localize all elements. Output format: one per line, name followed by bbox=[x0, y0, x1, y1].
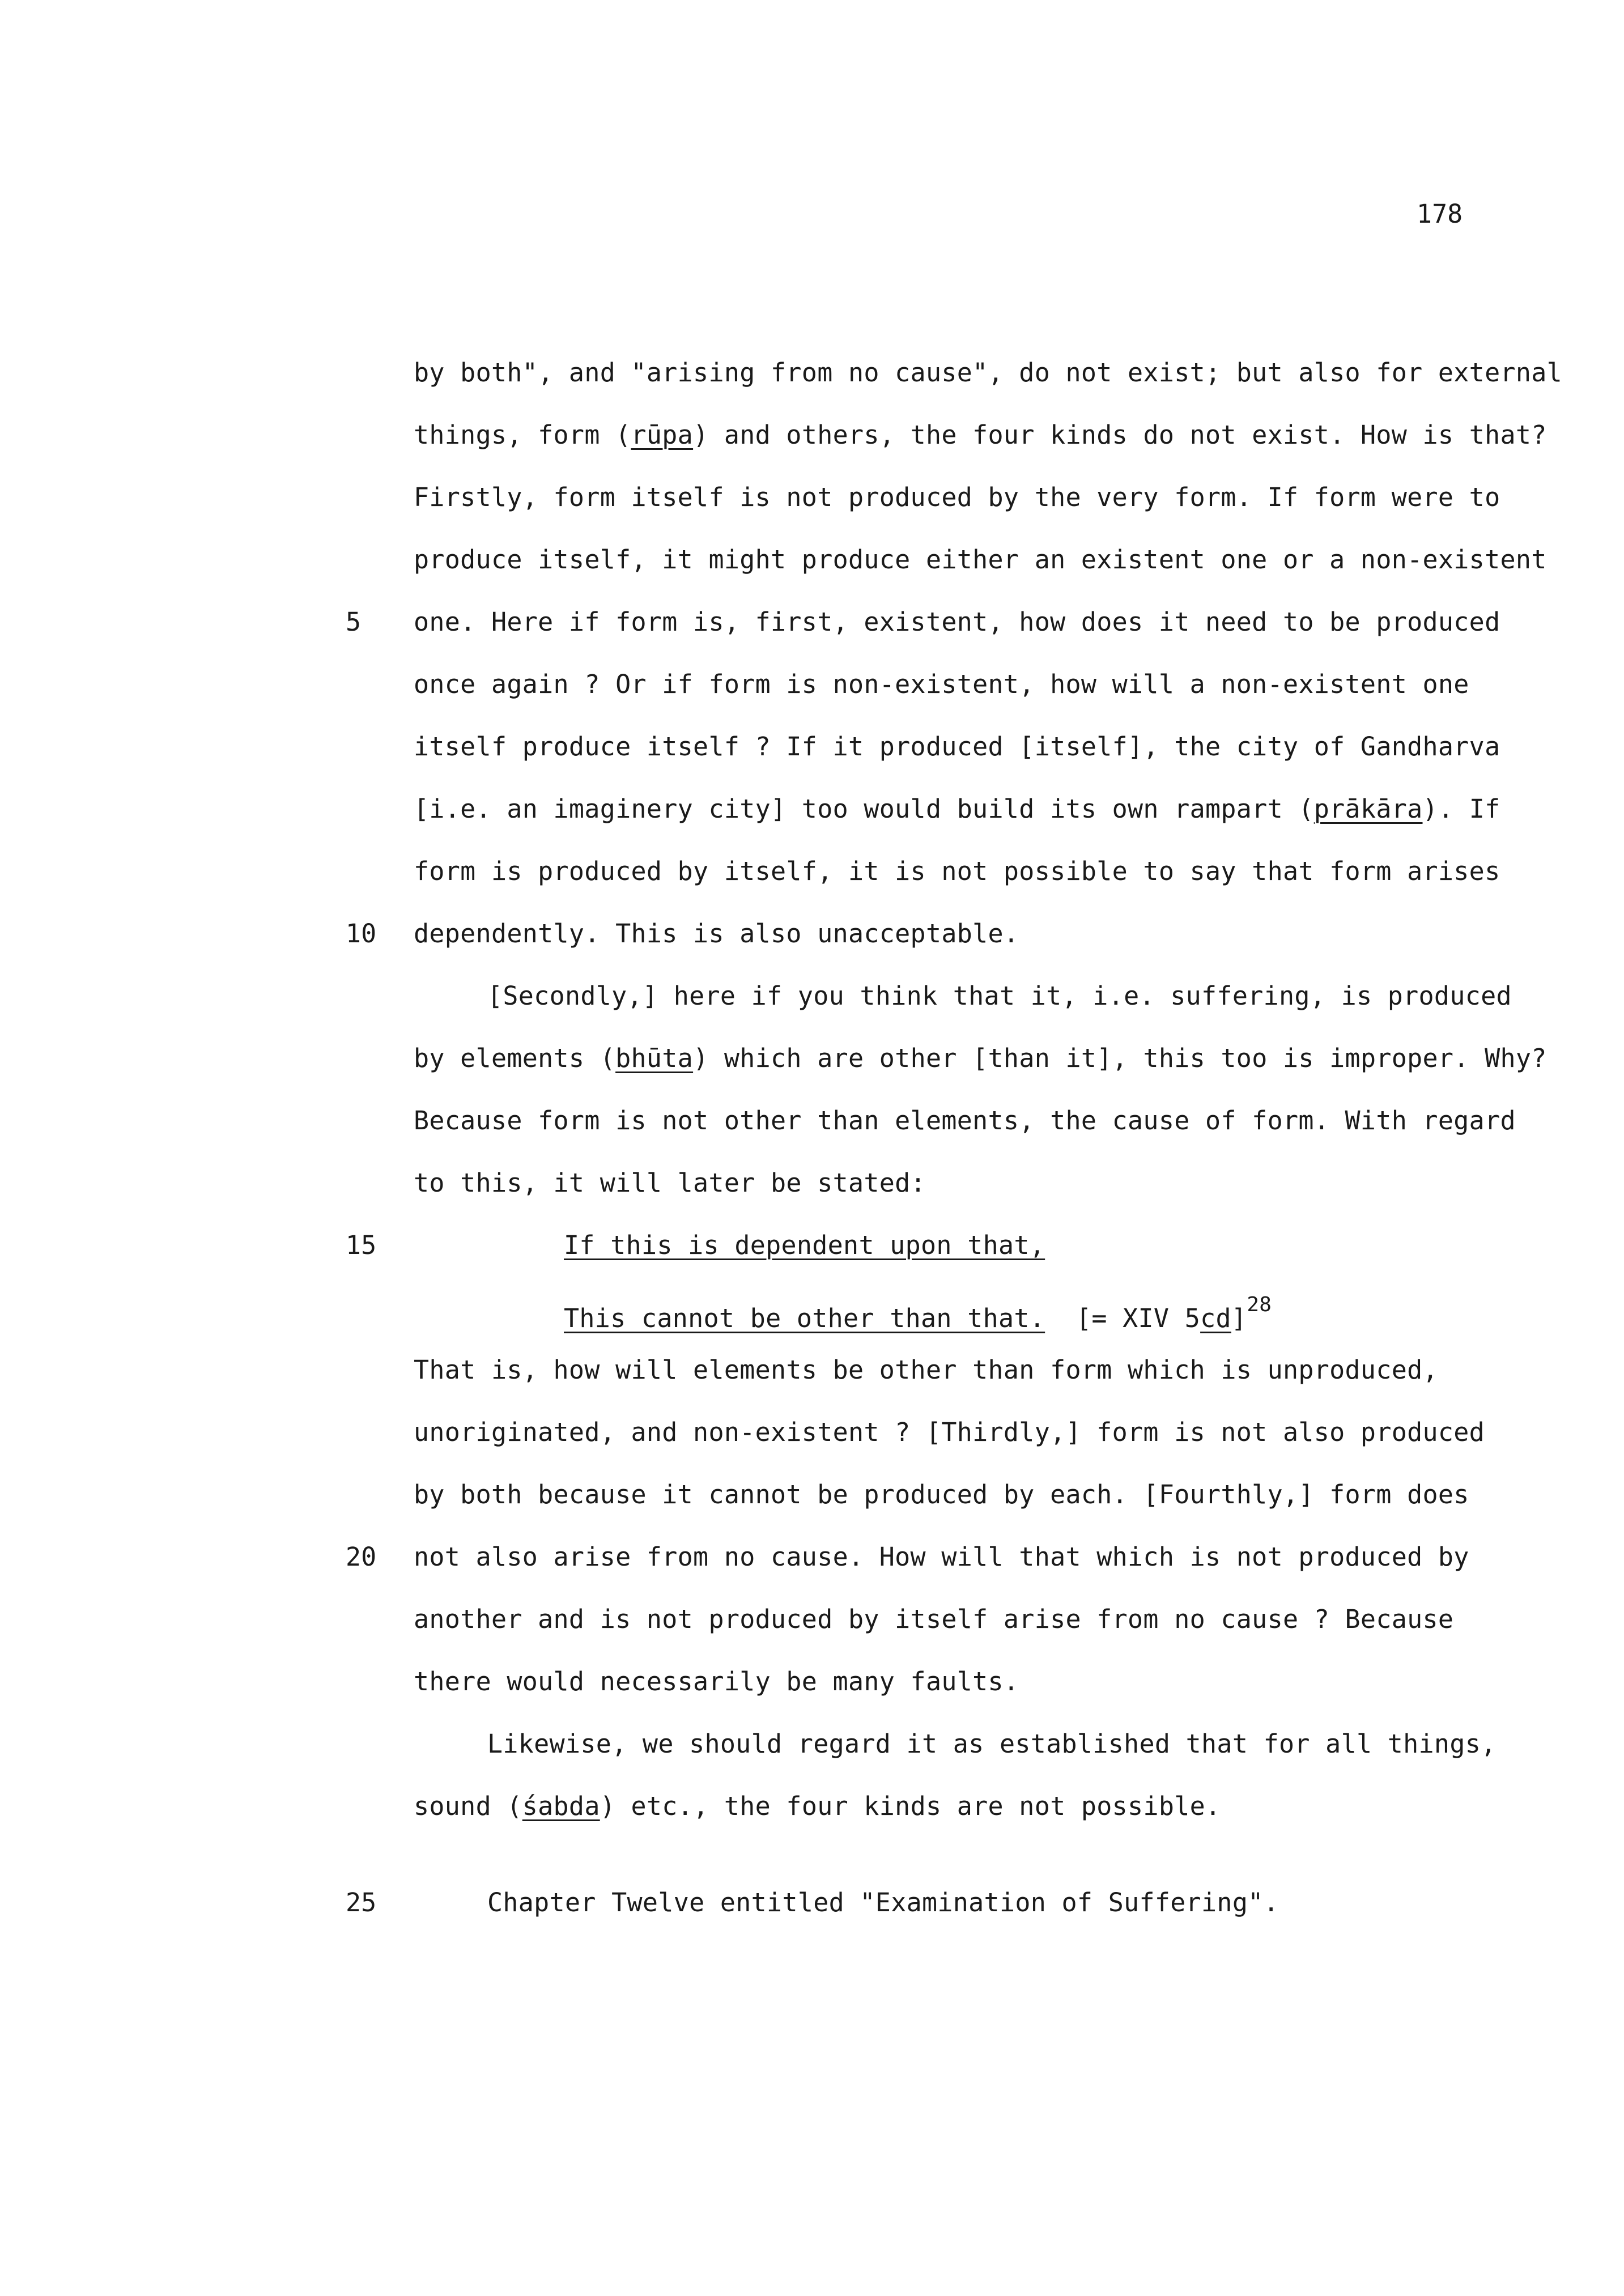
line-text: to this, it will later be stated: bbox=[414, 1168, 926, 1198]
line-text: form is produced by itself, it is not possible to say that form arises bbox=[414, 856, 1500, 886]
line-text: ) etc., the four kinds are not possible. bbox=[600, 1791, 1221, 1821]
text-line bbox=[414, 1666, 1558, 1697]
sanskrit-term: prākāra bbox=[1313, 794, 1423, 824]
footnote-marker: 28 bbox=[1247, 1293, 1272, 1316]
verse-reference: cd bbox=[1200, 1303, 1231, 1333]
text-line bbox=[414, 1045, 1558, 1071]
text-line bbox=[414, 1606, 1558, 1632]
line-number: 20 bbox=[346, 1542, 377, 1572]
text-line bbox=[414, 1419, 1558, 1445]
verse-reference: [= XIV 5 bbox=[1075, 1303, 1201, 1333]
line-number: 25 bbox=[346, 1887, 377, 1917]
line-number: 15 bbox=[346, 1230, 377, 1260]
page-number: 178 bbox=[1417, 199, 1463, 229]
line-text: dependently. This is also unacceptable. bbox=[414, 919, 1019, 949]
line-text: there would necessarily be many faults. bbox=[414, 1666, 1019, 1697]
line-text: one. Here if form is, first, existent, how does it need to be produced bbox=[414, 607, 1500, 637]
line-text: ) which are other [than it], this too is improper. Why? bbox=[693, 1043, 1547, 1073]
line-text: That is, how will elements be other than form which is unproduced, bbox=[414, 1355, 1438, 1385]
text-line bbox=[487, 1731, 1624, 1757]
text-line bbox=[414, 1479, 1558, 1510]
line-text: ) and others, the four kinds do not exist. How is that? bbox=[693, 420, 1547, 450]
line-text: Because form is not other than elements, the cause of form. With regard bbox=[414, 1106, 1516, 1136]
sanskrit-term: bhūta bbox=[615, 1043, 694, 1073]
text-line bbox=[414, 545, 1558, 575]
line-text: [Secondly,] here if you think that it, i.e. suffering, is produced bbox=[487, 981, 1512, 1011]
verse-text: This cannot be other than that. bbox=[564, 1303, 1045, 1333]
text-line bbox=[414, 919, 1558, 949]
line-text: by elements ( bbox=[414, 1043, 616, 1073]
text-line bbox=[414, 1544, 1558, 1570]
line-number: 10 bbox=[346, 919, 377, 949]
line-text: not also arise from no cause. How will that which is not produced by bbox=[414, 1542, 1469, 1572]
line-text: Likewise, we should regard it as established that for all things, bbox=[487, 1729, 1497, 1759]
line-text: by both because it cannot be produced by each. [Fourthly,] form does bbox=[414, 1479, 1469, 1510]
text-line bbox=[414, 1170, 1558, 1196]
verse-line bbox=[564, 1295, 1624, 1331]
verse-text: If this is dependent upon that, bbox=[564, 1230, 1045, 1260]
sanskrit-term: rūpa bbox=[631, 420, 694, 450]
line-text: once again ? Or if form is non-existent, how will a non-existent one bbox=[414, 669, 1469, 699]
text-line bbox=[414, 422, 1558, 448]
line-text: another and is not produced by itself arise from no cause ? Because bbox=[414, 1604, 1454, 1634]
line-text: sound ( bbox=[414, 1791, 522, 1821]
text-line bbox=[414, 671, 1558, 697]
line-text: [i.e. an imaginery city] too would build its own rampart ( bbox=[414, 794, 1314, 824]
line-text: Firstly, form itself is not produced by the very form. If form were to bbox=[414, 482, 1500, 512]
sanskrit-term: śabda bbox=[522, 1791, 600, 1821]
text-line bbox=[414, 609, 1558, 635]
line-text: Chapter Twelve entitled "Examination of Suffering". bbox=[487, 1887, 1279, 1917]
text-line bbox=[414, 858, 1558, 884]
verse-line bbox=[564, 1232, 1624, 1258]
line-text: by both", and "arising from no cause", do not exist; but also for external bbox=[414, 358, 1563, 388]
line-text: things, form ( bbox=[414, 420, 631, 450]
text-line bbox=[414, 796, 1558, 822]
line-text: produce itself, it might produce either an existent one or a non-existent bbox=[414, 545, 1547, 575]
text-line bbox=[487, 983, 1624, 1009]
text-line bbox=[414, 1793, 1558, 1819]
text-line bbox=[414, 1106, 1558, 1136]
line-number: 5 bbox=[346, 607, 362, 637]
text-line bbox=[414, 1357, 1558, 1383]
chapter-colophon bbox=[487, 1887, 1624, 1917]
line-text: unoriginated, and non-existent ? [Thirdly,] form is not also produced bbox=[414, 1417, 1485, 1447]
line-text: itself produce itself ? If it produced [itself], the city of Gandharva bbox=[414, 732, 1500, 762]
line-text: ). If bbox=[1422, 794, 1500, 824]
verse-reference: ] bbox=[1231, 1303, 1247, 1333]
text-line bbox=[414, 484, 1558, 510]
text-line bbox=[414, 358, 1563, 388]
text-line bbox=[414, 732, 1558, 762]
